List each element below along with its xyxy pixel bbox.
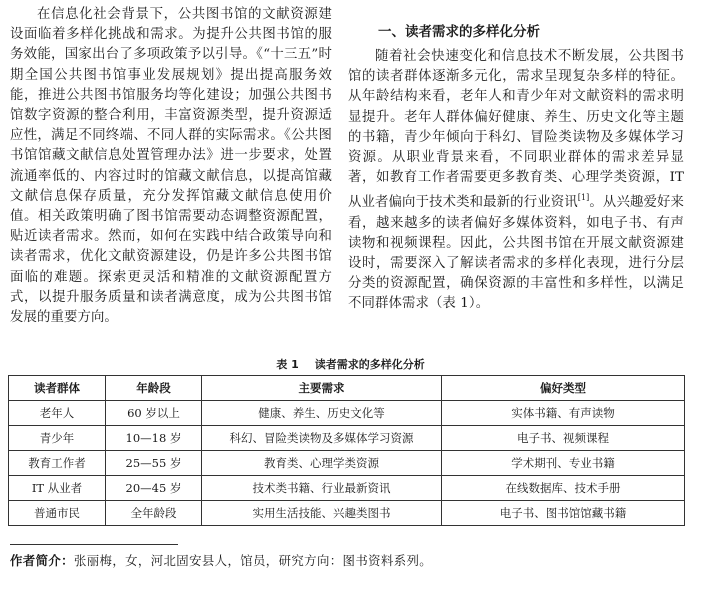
col-header-age-range: 年龄段 bbox=[106, 376, 202, 401]
table-caption bbox=[0, 357, 701, 373]
author-footnote bbox=[10, 552, 432, 570]
cell-preferred-types: 电子书、图书馆馆藏书籍 bbox=[442, 501, 685, 526]
footnote-label: 作者简介： bbox=[10, 553, 74, 568]
cell-reader-group: 教育工作者 bbox=[9, 451, 106, 476]
cell-age-range: 全年龄段 bbox=[106, 501, 202, 526]
section-paragraph-text-a: 随着社会快速变化和信息技术不断发展，公共图书馆的读者群体逐渐多元化，需求呈现复杂多样的特征。从年龄结构来看，老年人和青少年对文献资料的需求明显提升。老年人群体偏好健康、养生、历史文化等主题的书籍，青少年倾向于科幻、冒险类读物及多媒体学习资源。从职业背景来看，不同职业群体的需求差异显著，如教育工作者需要更多教育类、心理学类资源，IT 从业者偏向于技术类和最新的行业资讯 bbox=[348, 49, 684, 211]
cell-main-needs: 实用生活技能、兴趣类图书 bbox=[202, 501, 442, 526]
cell-reader-group: 青少年 bbox=[9, 426, 106, 451]
table-row bbox=[9, 451, 685, 476]
col-header-main-needs: 主要需求 bbox=[202, 376, 442, 401]
col-header-preferred-types: 偏好类型 bbox=[442, 376, 685, 401]
cell-age-range: 60 岁以上 bbox=[106, 401, 202, 426]
cell-preferred-types: 实体书籍、有声读物 bbox=[442, 401, 685, 426]
cell-main-needs: 健康、养生、历史文化等 bbox=[202, 401, 442, 426]
cell-preferred-types: 电子书、视频课程 bbox=[442, 426, 685, 451]
table-header-row bbox=[9, 376, 685, 401]
citation-marker: [1] bbox=[577, 193, 590, 203]
table-caption-number: 表 1 bbox=[276, 358, 299, 371]
section-paragraph-text-b: 。从兴趣爱好来看，越来越多的读者偏好多媒体资料，如电子书、有声读物和视频课程。因此，公共图书馆在开展文献资源建设时，需要深入了解读者需求的多样化表现，进行分层分类的资源配置，确保资源的丰富性和多样性，以满足不同群体需求（表 1）。 bbox=[348, 195, 684, 312]
table-caption-title: 读者需求的多样化分析 bbox=[314, 358, 425, 371]
cell-main-needs: 科幻、冒险类读物及多媒体学习资源 bbox=[202, 426, 442, 451]
cell-main-needs: 教育类、心理学类资源 bbox=[202, 451, 442, 476]
footnote-text: 张丽梅，女，河北固安县人，馆员，研究方向：图书资料系列。 bbox=[73, 553, 433, 568]
cell-reader-group: 普通市民 bbox=[9, 501, 106, 526]
cell-main-needs: 技术类书籍、行业最新资讯 bbox=[202, 476, 442, 501]
footnote-divider bbox=[10, 544, 178, 545]
reader-needs-table bbox=[8, 375, 685, 526]
cell-reader-group: IT 从业者 bbox=[9, 476, 106, 501]
cell-preferred-types: 在线数据库、技术手册 bbox=[442, 476, 685, 501]
table-row bbox=[9, 401, 685, 426]
cell-age-range: 10—18 岁 bbox=[106, 426, 202, 451]
cell-preferred-types: 学术期刊、专业书籍 bbox=[442, 451, 685, 476]
cell-age-range: 25—55 岁 bbox=[106, 451, 202, 476]
section-paragraph bbox=[348, 47, 684, 315]
col-header-reader-group: 读者群体 bbox=[9, 376, 106, 401]
section-heading: 一、读者需求的多样化分析 bbox=[378, 24, 540, 40]
table-row bbox=[9, 501, 685, 526]
table-row bbox=[9, 426, 685, 451]
cell-reader-group: 老年人 bbox=[9, 401, 106, 426]
table-row bbox=[9, 476, 685, 501]
cell-age-range: 20—45 岁 bbox=[106, 476, 202, 501]
intro-paragraph: 在信息化社会背景下，公共图书馆的文献资源建设面临着多样化挑战和需求。为提升公共图书馆的服务效能，国家出台了多项政策予以引导。《“十三五”时期全国公共图书馆事业发展规划》提出提高服务效能，推进公共图书馆服务均等化建设；加强公共图书馆数字资源的整合利用，丰富资源类型，提升资源适应性，满足不同终端、不同人群的实际需求。《公共图书馆馆藏文献信息处置管理办法》进一步要求，处置流通率低的、内容过时的馆藏文献信息，以提高馆藏文献信息保存质量，充分发挥馆藏文献信息使用价值。相关政策明确了图书馆需要动态调整资源配置，贴近读者需求。然而，如何在实践中结合政策导向和读者需求，优化文献资源建设，仍是许多公共图书馆面临的难题。探索更灵活和精准的文献资源配置方式，以提升服务质量和读者满意度，成为公共图书馆发展的重要方向。 bbox=[10, 7, 332, 326]
